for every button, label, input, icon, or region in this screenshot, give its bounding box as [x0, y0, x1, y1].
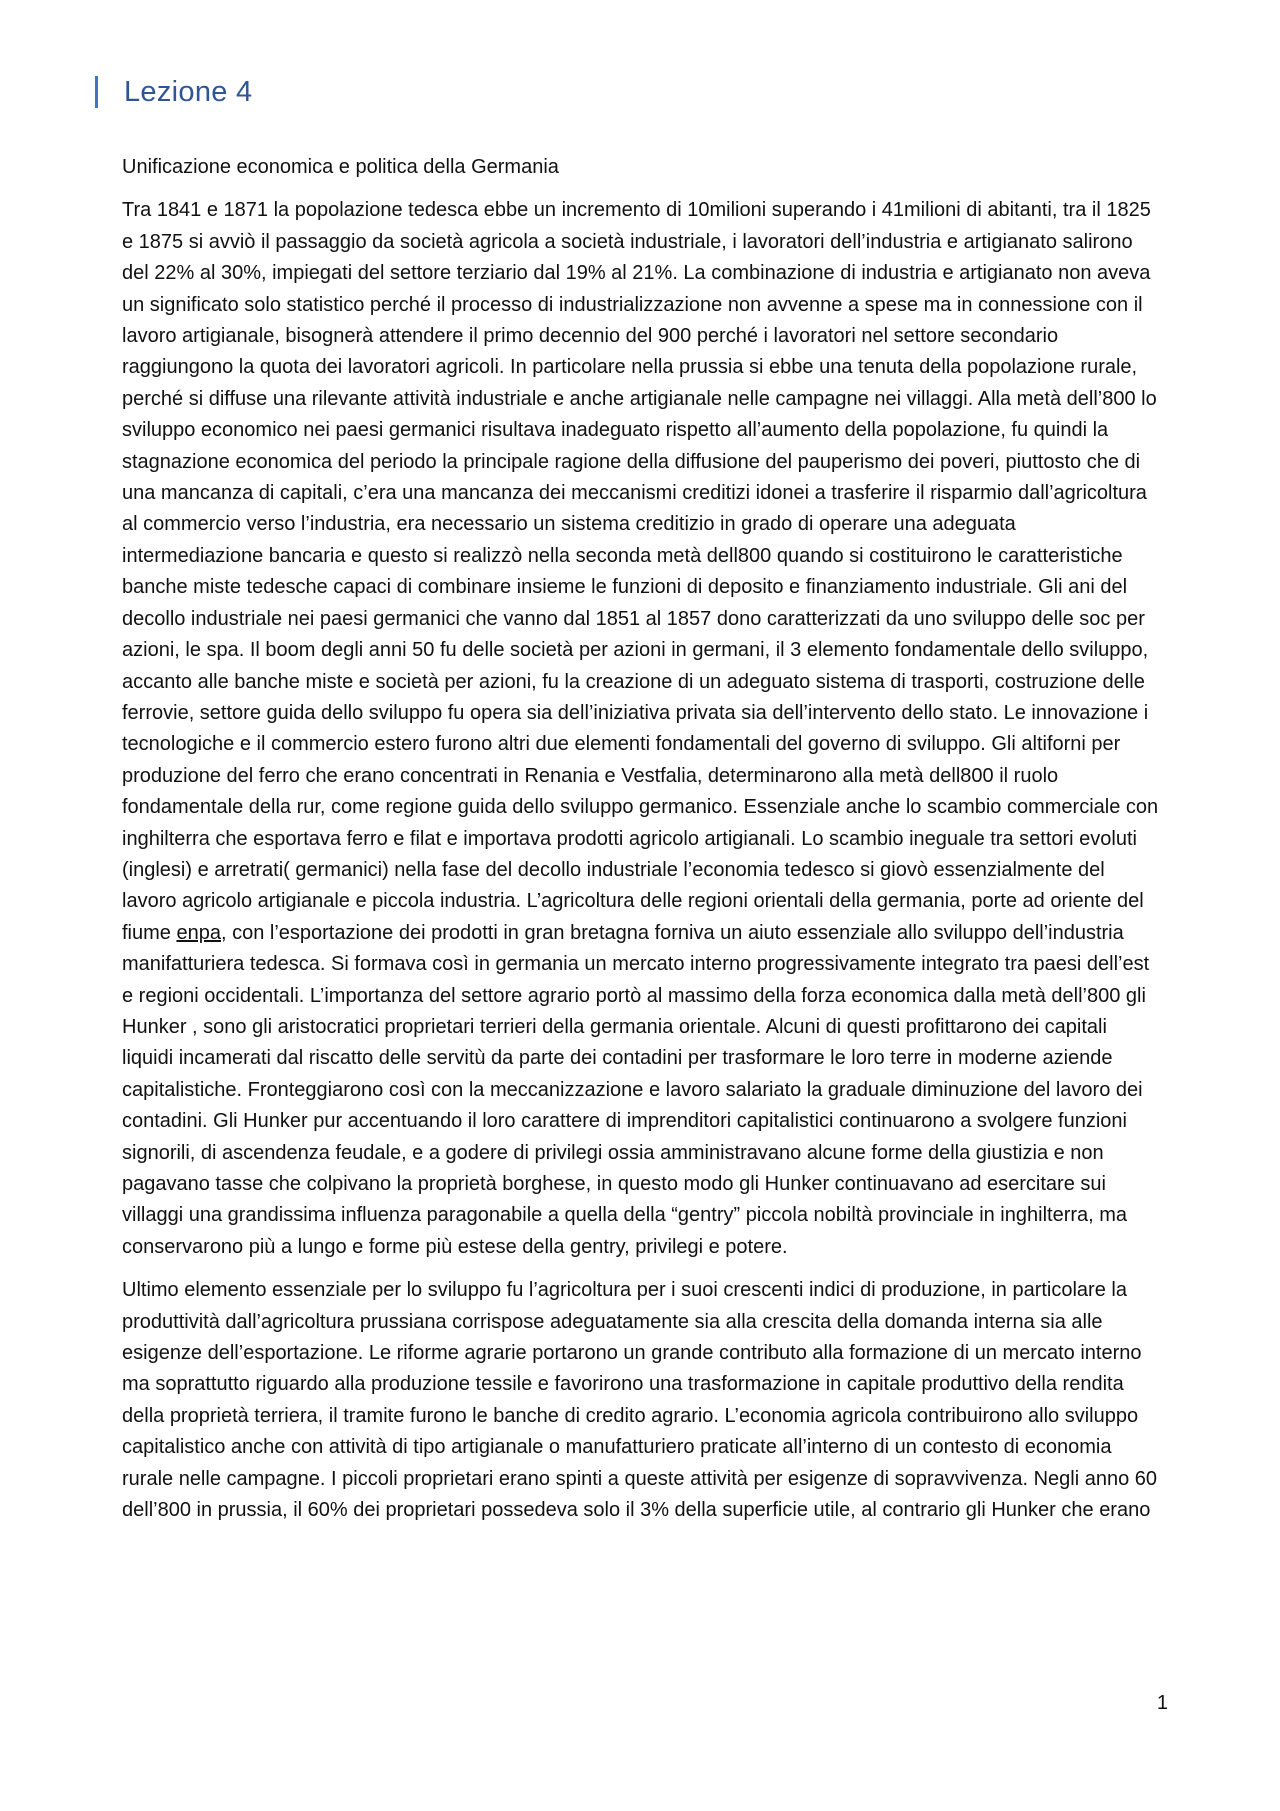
heading-title: Lezione 4 — [124, 75, 253, 108]
document-subtitle: Unificazione economica e politica della Germania — [122, 156, 559, 178]
paragraph-1-text-b: , con l’esportazione dei prodotti in gran bretagna forniva un aiuto essenziale allo sviluppo dell’industria manifatturiera tedesca. Si formava così in germania un mercato interno progressivamente integrato tra paesi dell’est e regioni occidentali. L’importanza del settore agrario portò al massimo della forza economica dalla metà dell’800 gli Hunker , sono gli aristocratici proprietari terrieri della germania orientale. Alcuni di questi profittarono dei capitali liquidi incamerati dal riscatto delle servitù da parte dei contadini per trasformare le loro terre in moderne aziende capitalistiche. Fronteggiarono così con la meccanizzazione e lavoro salariato la graduale diminuzione del lavoro dei contadini. Gli Hunker pur accentuando il loro carattere di imprenditori capitalistici continuarono a svolgere funzioni signorili, di ascendenza feudale, e a godere di privilegi ossia amministravano alcune forme della giustizia e non pagavano tasse che colpivano la proprietà borghese, in questo modo gli Hunker continuavano ad esercitare sui villaggi una grandissima influenza paragonabile a quella della “gentry” piccola nobiltà provinciale in inghilterra, ma conservarono più a lungo e forme più estese della gentry, privilegi e potere. — [122, 921, 1150, 1258]
lesson-heading — [95, 74, 252, 110]
page-number: 1 — [1156, 1692, 1168, 1714]
paragraph-1-text-a: Tra 1841 e 1871 la popolazione tedesca ebbe un incremento di 10milioni superando i 41milioni di abitanti, tra il 1825 e 1875 si avviò il passaggio da società agricola a società industriale, i lavoratori dell’industria e artigianato salirono del 22% al 30%, impiegati del settore terziario dal 19% al 21%. La combinazione di industria e artigianato non aveva un significato solo statistico perché il processo di industrializzazione non avvenne a spese ma in connessione con il lavoro artigianale, bisognerà attendere il primo decennio del 900 perché i lavoratori nel settore secondario raggiungono la quota dei lavoratori agricoli. In particolare nella prussia si ebbe una tenuta della popolazione rurale, perché si diffuse una rilevante attività industriale e anche artigianale nelle campagne nei villaggi. Alla metà dell’800 lo sviluppo economico nei paesi germanici risultava inadeguato rispetto all’aumento della popolazione, fu quindi la stagnazione economica del periodo la principale ragione della diffusione del pauperismo dei poveri, piuttosto che di una mancanza di capitali, c’era una mancanza dei meccanismi creditizi idonei a trasferire il risparmio dall’agricoltura al commercio verso l’industria, era necessario un sistema creditizio in grado di operare una adeguata intermediazione bancaria e questo si realizzò nella seconda metà dell800 quando si costituirono le caratteristiche banche miste tedesche capaci di combinare insieme le funzioni di deposito e finanziamento industriale. Gli ani del decollo industriale nei paesi germanici che vanno dal 1851 al 1857 dono caratterizzati da uno sviluppo delle soc per azioni, le spa. Il boom degli anni 50 fu delle società per azioni in germani, il 3 elemento fondamentale dello sviluppo, accanto alle banche miste e società per azioni, fu la creazione di un adeguato sistema di trasporti, costruzione delle ferrovie, settore guida dello sviluppo fu opera sia dell’iniziativa privata sia dell’intervento dello stato. Le innovazione i tecnologiche e il commercio estero furono altri due elementi fondamentali del governo di sviluppo. Gli altiforni per produzione del ferro che erano concentrati in Renania e Vestfalia, determinarono alla metà dell800 il ruolo fondamentale della rur, come regione guida dello sviluppo germanico. Essenziale anche lo scambio commerciale con inghilterra che esportava ferro e filat e importava prodotti agricolo artigianali. Lo scambio ineguale tra settori evoluti (inglesi) e arretrati( germanici) nella fase del decollo industriale l’economia tedesco si giovò essenzialmente del lavoro agricolo artigianale e piccola industria. L’agricoltura delle regioni orientali della germania, porte ad oriente del fiume — [122, 199, 1159, 944]
paragraph-1 — [122, 195, 1162, 1263]
paragraph-2: Ultimo elemento essenziale per lo sviluppo fu l’agricoltura per i suoi crescenti indici di produzione, in particolare la produttività dall’agricoltura prussiana corrispose adeguatamente sia alla crescita della domanda interna sia alle esigenze dell’esportazione. Le riforme agrarie portarono un grande contributo alla formazione di un mercato interno ma soprattutto riguardo alla produzione tessile e favorirono una trasformazione in capitale produttivo della rendita della proprietà terriera, il tramite furono le banche di credito agrario. L’economia agricola contribuirono allo sviluppo capitalistico anche con attività di tipo artigianale o manufatturiero praticate all’interno di un contesto di economia rurale nelle campagne. I piccoli proprietari erano spinti a queste attività per esigenze di sopravvivenza. Negli anno 60 dell’800 in prussia, il 60% dei proprietari possedeva solo il 3% della superficie utile, al contrario gli Hunker che erano — [122, 1279, 1158, 1522]
document-body — [122, 152, 1162, 1526]
underlined-word: enpa — [176, 921, 221, 944]
heading-accent-bar — [95, 76, 98, 108]
